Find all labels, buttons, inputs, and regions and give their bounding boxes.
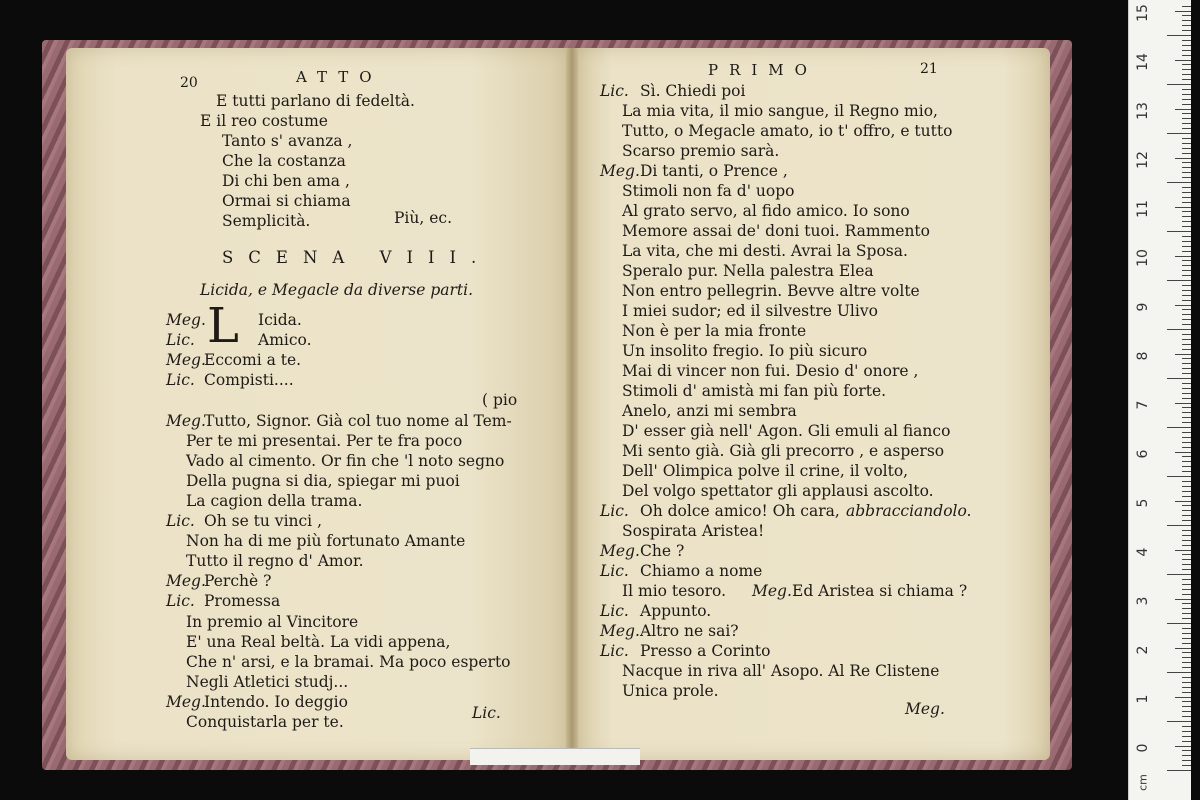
ruler-tick xyxy=(1182,569,1191,570)
verse-line: E il reo costume xyxy=(200,112,328,130)
ruler-tick xyxy=(1182,393,1191,394)
ruler-tick xyxy=(1182,505,1191,506)
ruler-tick xyxy=(1182,442,1191,443)
dialogue-line: Scarso premio sarà. xyxy=(622,142,780,160)
ruler-tick xyxy=(1167,84,1191,85)
ruler-tick xyxy=(1175,403,1191,404)
ruler-tick xyxy=(1182,755,1191,756)
speaker-label: Meg. xyxy=(600,622,640,640)
ruler-tick xyxy=(1167,427,1191,428)
ruler-tick xyxy=(1182,432,1191,433)
ruler-tick xyxy=(1182,461,1191,462)
speaker-label: Lic. xyxy=(166,371,195,390)
ruler-tick xyxy=(1182,295,1191,296)
ruler-tick xyxy=(1182,251,1191,252)
ruler-tick xyxy=(1182,334,1191,335)
ruler-tick xyxy=(1182,25,1191,26)
dialogue-line: Altro ne sai? xyxy=(640,622,739,640)
dialogue-line: Negli Atletici studj... xyxy=(186,672,349,691)
ruler-tick xyxy=(1182,319,1191,320)
ruler-tick xyxy=(1175,550,1191,551)
ruler-tick xyxy=(1182,55,1191,56)
ruler-tick xyxy=(1182,50,1191,51)
dialogue-line: Tutto il regno d' Amor. xyxy=(186,552,364,571)
ruler-tick xyxy=(1182,45,1191,46)
ruler-tick xyxy=(1182,750,1191,751)
dialogue-line: Sospirata Aristea! xyxy=(622,522,765,540)
ruler-tick xyxy=(1182,628,1191,629)
ruler-tick xyxy=(1182,530,1191,531)
ruler-tick xyxy=(1167,721,1191,722)
ruler-tick xyxy=(1182,701,1191,702)
ruler-label: 11 xyxy=(1135,200,1151,218)
ruler-tick xyxy=(1175,60,1191,61)
dialogue-line: La vita, che mi desti. Avrai la Sposa. xyxy=(622,242,908,260)
ruler-tick xyxy=(1182,613,1191,614)
ruler-tick xyxy=(1182,417,1191,418)
ruler-tick xyxy=(1182,40,1191,41)
ruler-tick xyxy=(1182,64,1191,65)
ruler-tick xyxy=(1167,770,1191,771)
ruler-tick xyxy=(1182,388,1191,389)
dialogue-line: Dell' Olimpica polve il crine, il volto, xyxy=(622,462,909,480)
ruler-label: 12 xyxy=(1135,151,1151,169)
ruler-tick xyxy=(1182,559,1191,560)
ruler-tick xyxy=(1175,501,1191,502)
dialogue-line: Conquistarla per te. xyxy=(186,713,344,731)
dialogue-line: Mi sento già. Già gli precorro , e asperso xyxy=(622,442,945,460)
ruler-tick xyxy=(1182,594,1191,595)
ruler-label: 9 xyxy=(1135,302,1151,312)
ruler-tick xyxy=(1182,153,1191,154)
ruler-tick xyxy=(1182,584,1191,585)
speaker-label: Lic. xyxy=(600,602,629,620)
dialogue-line: Speralo pur. Nella palestra Elea xyxy=(622,262,874,280)
dialogue-line: Ed Aristea si chiama ? xyxy=(792,582,968,600)
ruler-tick xyxy=(1182,211,1191,212)
ruler-tick xyxy=(1182,608,1191,609)
ruler-tick xyxy=(1182,236,1191,237)
speaker-label: Meg. xyxy=(166,692,206,711)
ruler-tick xyxy=(1167,231,1191,232)
dialogue-line: Oh se tu vinci , xyxy=(204,512,322,530)
ruler-tick xyxy=(1182,540,1191,541)
ruler-tick xyxy=(1182,99,1191,100)
ruler-tick xyxy=(1182,726,1191,727)
ruler-tick xyxy=(1182,682,1191,683)
ruler-tick xyxy=(1182,545,1191,546)
dialogue-line: Memore assai de' doni tuoi. Rammento xyxy=(622,222,930,240)
verse-line: Di chi ben ama , xyxy=(222,172,350,190)
dialogue-line: Icida. xyxy=(258,311,302,329)
ruler-tick xyxy=(1182,579,1191,580)
ruler-tick xyxy=(1182,241,1191,242)
dialogue-line: La mia vita, il mio sangue, il Regno mio, xyxy=(622,102,938,120)
dialogue-line: ( pio xyxy=(482,391,518,410)
ruler-label: 3 xyxy=(1135,596,1151,606)
ruler-tick xyxy=(1182,643,1191,644)
ruler-label: 14 xyxy=(1135,53,1151,71)
ruler-tick xyxy=(1182,736,1191,737)
speaker-label: Meg. xyxy=(166,311,206,329)
ruler-tick xyxy=(1182,496,1191,497)
dialogue-line: Al grato servo, al fido amico. Io sono xyxy=(622,202,910,220)
dialogue-line: I miei sudor; ed il silvestre Ulivo xyxy=(622,302,878,320)
ruler-tick xyxy=(1182,290,1191,291)
ruler-tick xyxy=(1182,466,1191,467)
left-running-head: ATTO xyxy=(296,68,383,86)
ruler-tick xyxy=(1175,746,1191,747)
ruler-label: 6 xyxy=(1135,449,1151,459)
ruler-tick xyxy=(1182,368,1191,369)
ruler-tick xyxy=(1182,491,1191,492)
dialogue-line: Unica prole. xyxy=(622,682,719,700)
ruler-tick xyxy=(1182,471,1191,472)
ruler-tick xyxy=(1175,599,1191,600)
ruler-tick xyxy=(1182,652,1191,653)
ruler-tick xyxy=(1182,554,1191,555)
ruler-tick xyxy=(1167,280,1191,281)
ruler-tick xyxy=(1182,128,1191,129)
verse-line: E tutti parlano di fedeltà. xyxy=(216,92,415,110)
dialogue-line: Che ? xyxy=(640,542,685,560)
ruler-tick xyxy=(1182,79,1191,80)
aria-reference: Più, ec. xyxy=(394,209,453,227)
dialogue-line: Della pugna si dia, spiegar mi puoi xyxy=(186,471,460,490)
dialogue-line: Del volgo spettator gli applausi ascolto. xyxy=(622,482,934,500)
dialogue-line: Stimoli non fa d' uopo xyxy=(622,182,795,200)
ruler-tick xyxy=(1182,172,1191,173)
ruler-tick xyxy=(1182,216,1191,217)
ruler-label: 5 xyxy=(1135,498,1151,508)
ruler-tick xyxy=(1182,741,1191,742)
dialogue-line: Presso a Corinto xyxy=(640,642,771,660)
dialogue-line: Un insolito fregio. Io più sicuro xyxy=(622,342,868,360)
dialogue-line: Appunto. xyxy=(640,602,712,620)
ruler-tick xyxy=(1182,300,1191,301)
ruler-tick xyxy=(1182,94,1191,95)
ruler-tick xyxy=(1182,74,1191,75)
speaker-label: Lic. xyxy=(600,562,629,580)
ruler-tick xyxy=(1175,256,1191,257)
ruler-tick xyxy=(1182,143,1191,144)
dialogue-line: Non entro pellegrin. Bevve altre volte xyxy=(622,282,920,300)
ruler-tick xyxy=(1182,6,1191,7)
dialogue-line: Vado al cimento. Or fin che 'l noto segno xyxy=(186,451,505,470)
ruler-label: 0 xyxy=(1135,743,1151,753)
ruler-tick xyxy=(1175,109,1191,110)
ruler-tick xyxy=(1182,344,1191,345)
ruler-tick xyxy=(1182,118,1191,119)
verse-line: Che la costanza xyxy=(222,152,346,170)
ruler-tick xyxy=(1182,422,1191,423)
ruler-label: 15 xyxy=(1135,4,1151,22)
ruler-tick xyxy=(1182,314,1191,315)
ruler-tick xyxy=(1182,162,1191,163)
ruler-tick xyxy=(1182,618,1191,619)
ruler-tick xyxy=(1182,383,1191,384)
speaker-label: Meg. xyxy=(600,162,640,180)
left-page-number: 20 xyxy=(180,75,198,91)
dialogue-line: Chiamo a nome xyxy=(640,562,763,580)
speaker-label: Lic. xyxy=(166,512,195,530)
ruler-tick xyxy=(1182,398,1191,399)
ruler-tick xyxy=(1167,35,1191,36)
ruler-tick xyxy=(1182,177,1191,178)
dialogue-line: Sì. Chiedi poi xyxy=(640,82,746,100)
ruler-label: 2 xyxy=(1135,645,1151,655)
book-gutter xyxy=(566,48,578,760)
speaker-label: Meg. xyxy=(752,582,792,600)
ruler-tick xyxy=(1182,667,1191,668)
ruler-tick xyxy=(1182,113,1191,114)
speaker-label: Meg. xyxy=(600,542,640,560)
ruler-tick xyxy=(1182,226,1191,227)
ruler-tick xyxy=(1182,192,1191,193)
speaker-label: Lic. xyxy=(166,592,195,611)
ruler-tick xyxy=(1182,339,1191,340)
ruler-tick xyxy=(1167,329,1191,330)
ruler-tick xyxy=(1182,486,1191,487)
ruler-tick xyxy=(1182,270,1191,271)
ruler-tick xyxy=(1182,89,1191,90)
ruler-tick xyxy=(1182,197,1191,198)
dialogue-line: Nacque in riva all' Asopo. Al Re Clistene xyxy=(622,662,940,680)
drop-cap: L xyxy=(207,298,239,354)
dialogue-line: In premio al Vincitore xyxy=(186,612,359,631)
ruler-tick xyxy=(1182,760,1191,761)
binding-tape xyxy=(470,748,640,765)
ruler-tick xyxy=(1182,309,1191,310)
ruler-tick xyxy=(1182,706,1191,707)
ruler-tick xyxy=(1182,275,1191,276)
dialogue-line: Oh dolce amico! Oh cara, xyxy=(640,502,840,520)
ruler-tick xyxy=(1182,20,1191,21)
ruler-tick xyxy=(1182,687,1191,688)
dialogue-line: Di tanti, o Prence , xyxy=(640,162,788,180)
dialogue-line: Non ha di me più fortunato Amante xyxy=(186,532,466,551)
ruler-tick xyxy=(1182,716,1191,717)
ruler-tick xyxy=(1182,437,1191,438)
ruler-tick xyxy=(1182,481,1191,482)
ruler-tick xyxy=(1182,456,1191,457)
stage-direction: Licida, e Megacle da diverse parti. xyxy=(200,281,473,299)
dialogue-line: Non è per la mia fronte xyxy=(622,322,807,340)
dialogue-line: Eccomi a te. xyxy=(204,351,302,370)
ruler-tick xyxy=(1175,11,1191,12)
ruler-tick xyxy=(1175,354,1191,355)
dialogue-line: Amico. xyxy=(258,331,312,350)
ruler-tick xyxy=(1182,589,1191,590)
left-catchword: Lic. xyxy=(472,704,501,722)
dialogue-line: La cagion della trama. xyxy=(186,491,363,510)
ruler-tick xyxy=(1182,407,1191,408)
ruler-tick xyxy=(1182,731,1191,732)
ruler-tick xyxy=(1182,412,1191,413)
ruler-tick xyxy=(1167,525,1191,526)
measurement-ruler xyxy=(1128,0,1191,800)
ruler-tick xyxy=(1182,765,1191,766)
ruler-label: 8 xyxy=(1135,351,1151,361)
right-running-head: PRIMO xyxy=(708,61,818,79)
ruler-tick xyxy=(1167,623,1191,624)
ruler-tick xyxy=(1175,158,1191,159)
ruler-tick xyxy=(1182,638,1191,639)
ruler-label: 13 xyxy=(1135,102,1151,120)
ruler-label: 1 xyxy=(1135,694,1151,704)
ruler-tick xyxy=(1182,15,1191,16)
dialogue-line: Tutto, o Megacle amato, io t' offro, e tutto xyxy=(622,122,953,140)
verse-line: Ormai si chiama xyxy=(222,192,351,210)
ruler-tick xyxy=(1182,167,1191,168)
ruler-tick xyxy=(1182,265,1191,266)
ruler-tick xyxy=(1182,677,1191,678)
ruler-tick xyxy=(1182,30,1191,31)
scene-heading: SCENA VIII. xyxy=(222,248,492,267)
dialogue-line: Promessa xyxy=(204,592,281,611)
ruler-tick xyxy=(1182,711,1191,712)
verse-line: Tanto s' avanza , xyxy=(222,132,353,150)
ruler-tick xyxy=(1175,207,1191,208)
ruler-tick xyxy=(1167,182,1191,183)
speaker-label: Lic. xyxy=(600,642,629,660)
ruler-tick xyxy=(1182,692,1191,693)
dialogue-line: Tutto, Signor. Già col tuo nome al Tem- xyxy=(204,411,512,430)
speaker-label: Meg. xyxy=(166,351,206,370)
ruler-tick xyxy=(1167,574,1191,575)
ruler-tick xyxy=(1175,648,1191,649)
ruler-tick xyxy=(1175,452,1191,453)
speaker-label: Lic. xyxy=(600,502,629,520)
ruler-tick xyxy=(1182,123,1191,124)
ruler-tick xyxy=(1182,148,1191,149)
ruler-unit: cm xyxy=(1136,774,1150,791)
verse-line: Semplicità. xyxy=(222,212,311,230)
ruler-tick xyxy=(1182,246,1191,247)
ruler-tick xyxy=(1182,535,1191,536)
dialogue-line: Che n' arsi, e la bramai. Ma poco esperto xyxy=(186,652,511,671)
ruler-tick xyxy=(1182,324,1191,325)
ruler-tick xyxy=(1182,349,1191,350)
ruler-tick xyxy=(1182,447,1191,448)
ruler-label: 10 xyxy=(1135,249,1151,267)
ruler-tick xyxy=(1182,285,1191,286)
dialogue-line: Compisti.... xyxy=(204,371,294,390)
ruler-label: 4 xyxy=(1135,547,1151,557)
dialogue-line: Intendo. Io deggio xyxy=(204,692,348,711)
dialogue-line: Anelo, anzi mi sembra xyxy=(622,402,797,420)
ruler-tick xyxy=(1182,510,1191,511)
ruler-tick xyxy=(1175,697,1191,698)
ruler-label: 7 xyxy=(1135,400,1151,410)
ruler-tick xyxy=(1182,603,1191,604)
speaker-label: Meg. xyxy=(166,572,206,591)
right-catchword: Meg. xyxy=(905,700,945,718)
ruler-tick xyxy=(1167,476,1191,477)
ruler-tick xyxy=(1182,515,1191,516)
ruler-tick xyxy=(1182,363,1191,364)
dialogue-line: D' esser già nell' Agon. Gli emuli al fianco xyxy=(622,422,951,440)
ruler-tick xyxy=(1182,358,1191,359)
ruler-tick xyxy=(1182,104,1191,105)
dialogue-line: Per te mi presentai. Per te fra poco xyxy=(186,431,463,450)
ruler-tick xyxy=(1167,378,1191,379)
ruler-tick xyxy=(1182,187,1191,188)
speaker-label: Lic. xyxy=(600,82,629,100)
right-page-number: 21 xyxy=(920,61,938,77)
ruler-tick xyxy=(1182,221,1191,222)
ruler-tick xyxy=(1182,520,1191,521)
dialogue-line: Mai di vincer non fui. Desio d' onore , xyxy=(622,362,919,380)
dialogue-line: Stimoli d' amistà mi fan più forte. xyxy=(622,382,887,400)
ruler-tick xyxy=(1182,657,1191,658)
ruler-tick xyxy=(1182,260,1191,261)
ruler-tick xyxy=(1182,633,1191,634)
ruler-tick xyxy=(1182,662,1191,663)
ruler-tick xyxy=(1182,564,1191,565)
ruler-tick xyxy=(1167,672,1191,673)
dialogue-line: E' una Real beltà. La vidi appena, xyxy=(186,632,451,651)
dialogue-line: Perchè ? xyxy=(204,572,272,591)
ruler-tick xyxy=(1167,133,1191,134)
speaker-label: Meg. xyxy=(166,411,206,430)
ruler-tick xyxy=(1182,138,1191,139)
dialogue-line: Il mio tesoro. xyxy=(622,582,727,600)
ruler-tick xyxy=(1182,69,1191,70)
ruler-tick xyxy=(1182,202,1191,203)
speaker-label: Lic. xyxy=(166,331,195,350)
stage-direction-inline: abbracciandolo. xyxy=(846,502,972,520)
ruler-tick xyxy=(1175,305,1191,306)
ruler-tick xyxy=(1182,373,1191,374)
